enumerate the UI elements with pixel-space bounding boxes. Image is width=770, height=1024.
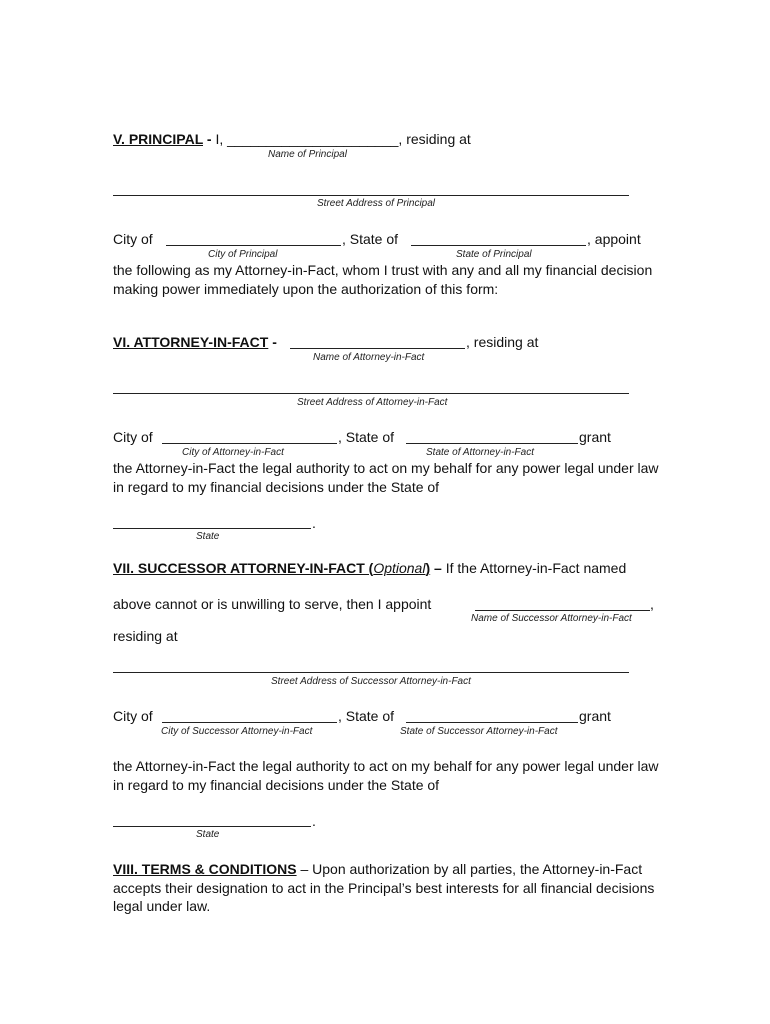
principal-name-blank[interactable]: ______________________ xyxy=(227,131,399,147)
successor-intro: If the Attorney-in-Fact named xyxy=(445,560,627,576)
successor-name-blank[interactable] xyxy=(475,610,650,611)
successor-state-label: , State of xyxy=(338,708,395,724)
section-heading-principal: V. PRINCIPAL xyxy=(113,131,203,147)
attorney-state-line-caption: State xyxy=(196,531,220,542)
attorney-residing: , residing at xyxy=(466,334,539,350)
optional-label: Optional xyxy=(373,560,426,576)
attorney-line xyxy=(113,333,277,351)
successor-city-caption: City of Successor Attorney-in-Fact xyxy=(161,726,313,737)
section-heading-attorney: VI. ATTORNEY-IN-FACT xyxy=(113,334,269,350)
attorney-governing-state-blank[interactable] xyxy=(113,528,311,529)
successor-residing: residing at xyxy=(113,628,178,644)
attorney-city-caption: City of Attorney-in-Fact xyxy=(182,447,284,458)
successor-governing-state-blank[interactable] xyxy=(113,826,311,827)
period: . xyxy=(312,515,316,531)
heading-dash: – xyxy=(296,861,313,877)
principal-line xyxy=(113,130,471,148)
successor-state-blank[interactable] xyxy=(406,722,578,723)
principal-state-label: , State of xyxy=(342,231,399,247)
heading-close: ) xyxy=(425,560,431,576)
attorney-body: the Attorney-in-Fact the legal authority to act on my behalf for any power legal under law in regard to my financial decisions under the State of xyxy=(113,460,659,495)
comma: , xyxy=(650,596,654,612)
terms-body: Upon authorization by all parties, the Attorney-in-Fact accepts their designation to act in the Principal’s best interests for all financial decisions legal under law. xyxy=(113,861,655,914)
terms-paragraph xyxy=(113,860,673,916)
heading-dash: - xyxy=(268,334,277,350)
principal-city-caption: City of Principal xyxy=(208,249,278,260)
attorney-state-blank[interactable] xyxy=(406,443,578,444)
successor-body: the Attorney-in-Fact the legal authority to act on my behalf for any power legal under law in regard to my financial decisions under the State of xyxy=(113,758,659,793)
successor-line2: above cannot or is unwilling to serve, then I appoint xyxy=(113,596,432,612)
principal-city-blank[interactable] xyxy=(166,245,341,246)
attorney-city-label: City of xyxy=(113,429,153,445)
successor-city-blank[interactable] xyxy=(162,722,337,723)
heading-dash: – xyxy=(430,560,446,576)
attorney-street-caption: Street Address of Attorney-in-Fact xyxy=(297,397,448,408)
principal-body: the following as my Attorney-in-Fact, whom I trust with any and all my financial decision making power immediately upon the authorization of this form: xyxy=(113,262,653,297)
principal-state-caption: State of Principal xyxy=(456,249,532,260)
successor-city-label: City of xyxy=(113,708,153,724)
attorney-grant: grant xyxy=(579,429,611,445)
successor-street-blank[interactable] xyxy=(113,672,629,673)
principal-city-line xyxy=(113,230,153,248)
period: . xyxy=(312,813,316,829)
successor-line xyxy=(113,559,626,577)
successor-grant: grant xyxy=(579,708,611,724)
attorney-city-blank[interactable] xyxy=(162,443,337,444)
attorney-state-label: , State of xyxy=(338,429,395,445)
principal-lead: I, xyxy=(215,131,224,147)
principal-state-blank[interactable] xyxy=(411,245,586,246)
principal-street-caption: Street Address of Principal xyxy=(317,198,436,209)
successor-name-caption: Name of Successor Attorney-in-Fact xyxy=(471,613,632,624)
attorney-name-blank[interactable] xyxy=(290,348,465,349)
city-label: City of xyxy=(113,231,153,247)
principal-name-caption: Name of Principal xyxy=(268,149,347,160)
successor-state-line-caption: State xyxy=(196,829,220,840)
successor-state-caption: State of Successor Attorney-in-Fact xyxy=(400,726,558,737)
attorney-name-caption: Name of Attorney-in-Fact xyxy=(313,352,425,363)
heading-dash: - xyxy=(203,131,216,147)
successor-street-caption: Street Address of Successor Attorney-in-Fact xyxy=(271,676,471,687)
attorney-street-blank[interactable] xyxy=(113,393,629,394)
attorney-state-caption: State of Attorney-in-Fact xyxy=(426,447,535,458)
principal-residing: , residing at xyxy=(398,131,471,147)
principal-appoint: , appoint xyxy=(587,231,641,247)
section-heading-terms: VIII. TERMS & CONDITIONS xyxy=(113,861,297,877)
section-heading-successor: VII. SUCCESSOR ATTORNEY-IN-FACT ( xyxy=(113,560,374,576)
principal-street-blank[interactable] xyxy=(113,195,629,196)
